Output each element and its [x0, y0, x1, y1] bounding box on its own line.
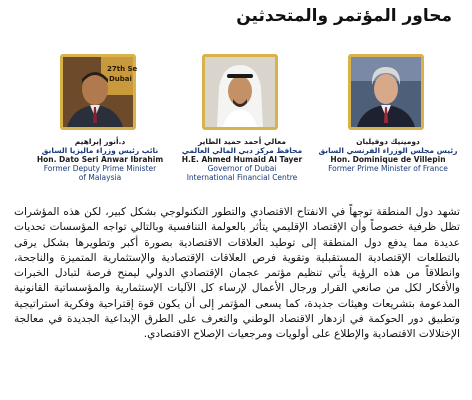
speakers-row	[0, 54, 472, 192]
speaker-photo-anwar-ibrahim	[60, 54, 136, 130]
speaker-role-en-2: International Financial Centre	[186, 173, 298, 182]
portrait-icon	[205, 57, 275, 127]
speaker-name-en: Hon. Dominique de Villepin	[330, 155, 446, 164]
svg-text:27th Se: 27th Se	[107, 65, 138, 73]
body-paragraph: تشهد دول المنطقة توجهاً في الانفتاح الاقتصادي والتطور التكنولوجي بشكل كبير، لكن هذه المؤشرات تظل ظرفية خصوصاً وأن الإقتصاد الإقليمي يتأثر بالعولمة التنافسية وبالتالي تواجه المؤسسات تحديات عديدة مما يدفع دول المنطقة إلى توطيد العلاقات الاقتصادية بصورة أكبر وتطويرها بشكل يرقى بالتطلعات الإقتصادية المستقبلية وتقوية فرص العلاقات الإقتصادية والإستثمارية المتميزة والناجحة، وانطلاقاً من هذه الرؤية يأتي تنظيم مؤتمر عجمان الإقتصادي الدولي ليمنح فرصة لتبادل الخبرات والأفكار لكل من صانعي القرار ورجال الأعمال لإرساء كل الآليات الإستثمارية والمؤسساتية القانونية المدعومة بتشريعات وهيئات جديدة، كما يسعى المؤتمر إلى أن يكون قوة إقتراحية وفكرية استراتيجية وتطبيق دور الحوكمة في ازدهار الاقتصاد الوطني والتعرف على الطرق الإبداعية الجديدة في معالجة الإختلالات الاقتصادية والإطلاع على أولويات ومرجعيات الإصلاح الاقتصادي.	[14, 206, 460, 341]
speaker-role-en: Governor of Dubai	[207, 164, 277, 173]
svg-text:Dubai: Dubai	[109, 75, 132, 83]
speaker-role-ar: رئيس مجلس الوزراء الفرنسي السابق	[318, 146, 458, 155]
speaker-role-ar: محافظ مركز دبي المالي العالمي	[181, 146, 303, 155]
speaker-name-ar: معالي أحمد حميد الطاير	[197, 137, 287, 146]
speaker-name-en: H.E. Ahmed Humaid Al Tayer	[181, 155, 303, 164]
portrait-icon	[63, 57, 138, 127]
page-title: محاور المؤتمر والمتحدثين	[236, 6, 452, 26]
speaker-photo-dominique-de-villepin	[348, 54, 424, 130]
speaker-card-anwar-ibrahim	[30, 54, 170, 192]
speaker-role-en: Former Prime Minister of France	[328, 164, 448, 173]
speaker-role-ar: نائب رئيس وزراء ماليزيا السابق	[41, 146, 159, 155]
speaker-role-en: Former Deputy Prime Minister	[43, 164, 157, 173]
portrait-icon	[351, 57, 421, 127]
speaker-role-en-2: of Malaysia	[78, 173, 122, 182]
speaker-card-ahmed-al-tayer	[172, 54, 312, 192]
speaker-name-ar: د.أنور إبراهيم	[74, 137, 126, 146]
speaker-name-en: Hon. Dato Seri Anwar Ibrahim	[36, 155, 164, 164]
speaker-photo-ahmed-al-tayer	[202, 54, 278, 130]
speaker-name-ar: دومينيك دوفيلبان	[356, 137, 420, 146]
speaker-card-dominique-de-villepin	[318, 54, 458, 192]
